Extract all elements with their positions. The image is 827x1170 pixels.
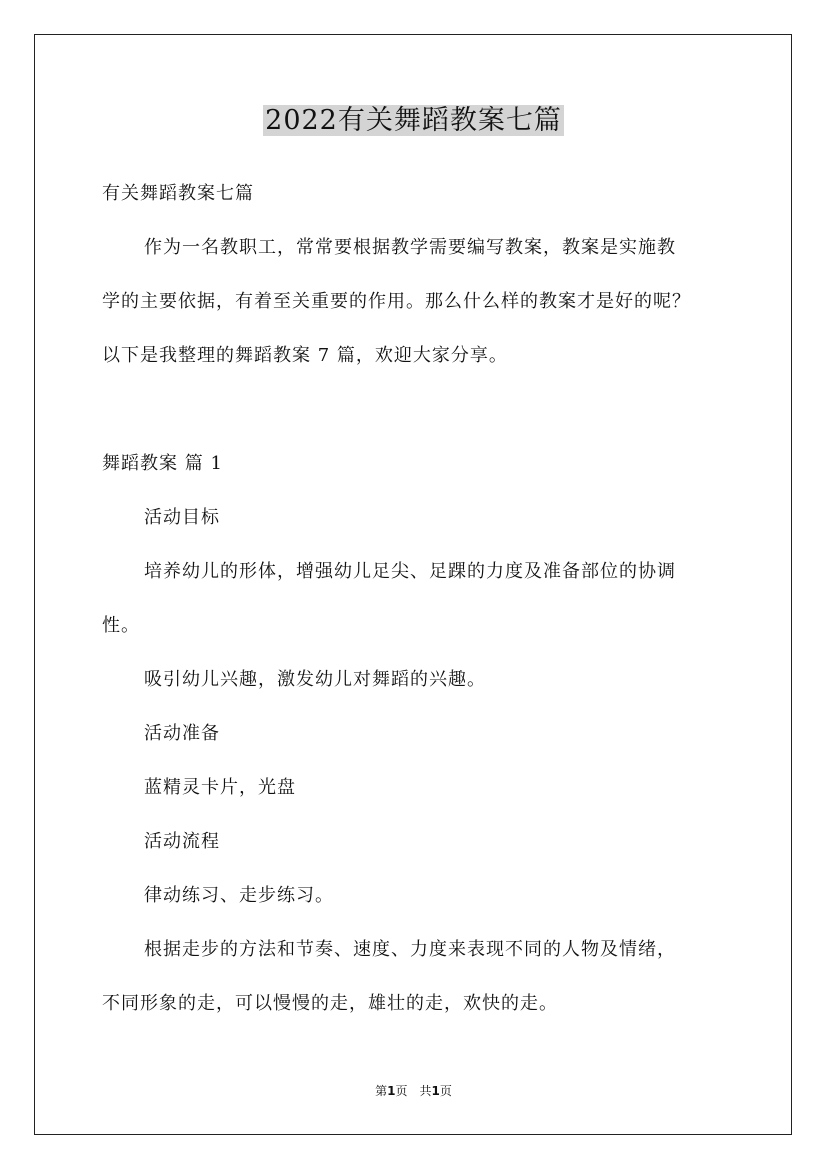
document-title-row bbox=[0, 99, 827, 143]
goal-2: 吸引幼儿兴趣，激发幼儿对舞蹈的兴趣。 bbox=[144, 669, 486, 690]
page-footer bbox=[0, 1082, 827, 1100]
section-heading: 舞蹈教案 篇 1 bbox=[102, 453, 223, 474]
goal-1-line-1: 培养幼儿的形体，增强幼儿足尖、足踝的力度及准备部位的协调 bbox=[144, 561, 676, 582]
footer-suffix: 页 bbox=[439, 1084, 452, 1098]
footer-total-pages: 1 bbox=[431, 1084, 440, 1098]
flow-2-line-2: 不同形象的走，可以慢慢的走，雄壮的走，欢快的走。 bbox=[102, 993, 558, 1014]
footer-prefix: 第 bbox=[375, 1084, 388, 1098]
prep-text: 蓝精灵卡片，光盘 bbox=[144, 777, 296, 798]
footer-page-number: 1 bbox=[387, 1084, 396, 1098]
document-subtitle: 有关舞蹈教案七篇 bbox=[102, 183, 254, 204]
goal-label: 活动目标 bbox=[144, 507, 220, 528]
intro-line-2: 学的主要依据，有着至关重要的作用。那么什么样的教案才是好的呢？ bbox=[102, 291, 691, 312]
flow-1: 律动练习、走步练习。 bbox=[144, 885, 334, 906]
intro-line-1: 作为一名教职工，常常要根据教学需要编写教案，教案是实施教 bbox=[144, 237, 676, 258]
goal-1-line-2: 性。 bbox=[102, 615, 140, 636]
flow-label: 活动流程 bbox=[144, 831, 220, 852]
intro-line-3: 以下是我整理的舞蹈教案 7 篇，欢迎大家分享。 bbox=[102, 345, 508, 366]
flow-2-line-1: 根据走步的方法和节奏、速度、力度来表现不同的人物及情绪， bbox=[144, 939, 676, 960]
footer-mid: 页 共 bbox=[395, 1084, 432, 1098]
document-title: 2022有关舞蹈教案七篇 bbox=[265, 105, 562, 136]
prep-label: 活动准备 bbox=[144, 723, 220, 744]
